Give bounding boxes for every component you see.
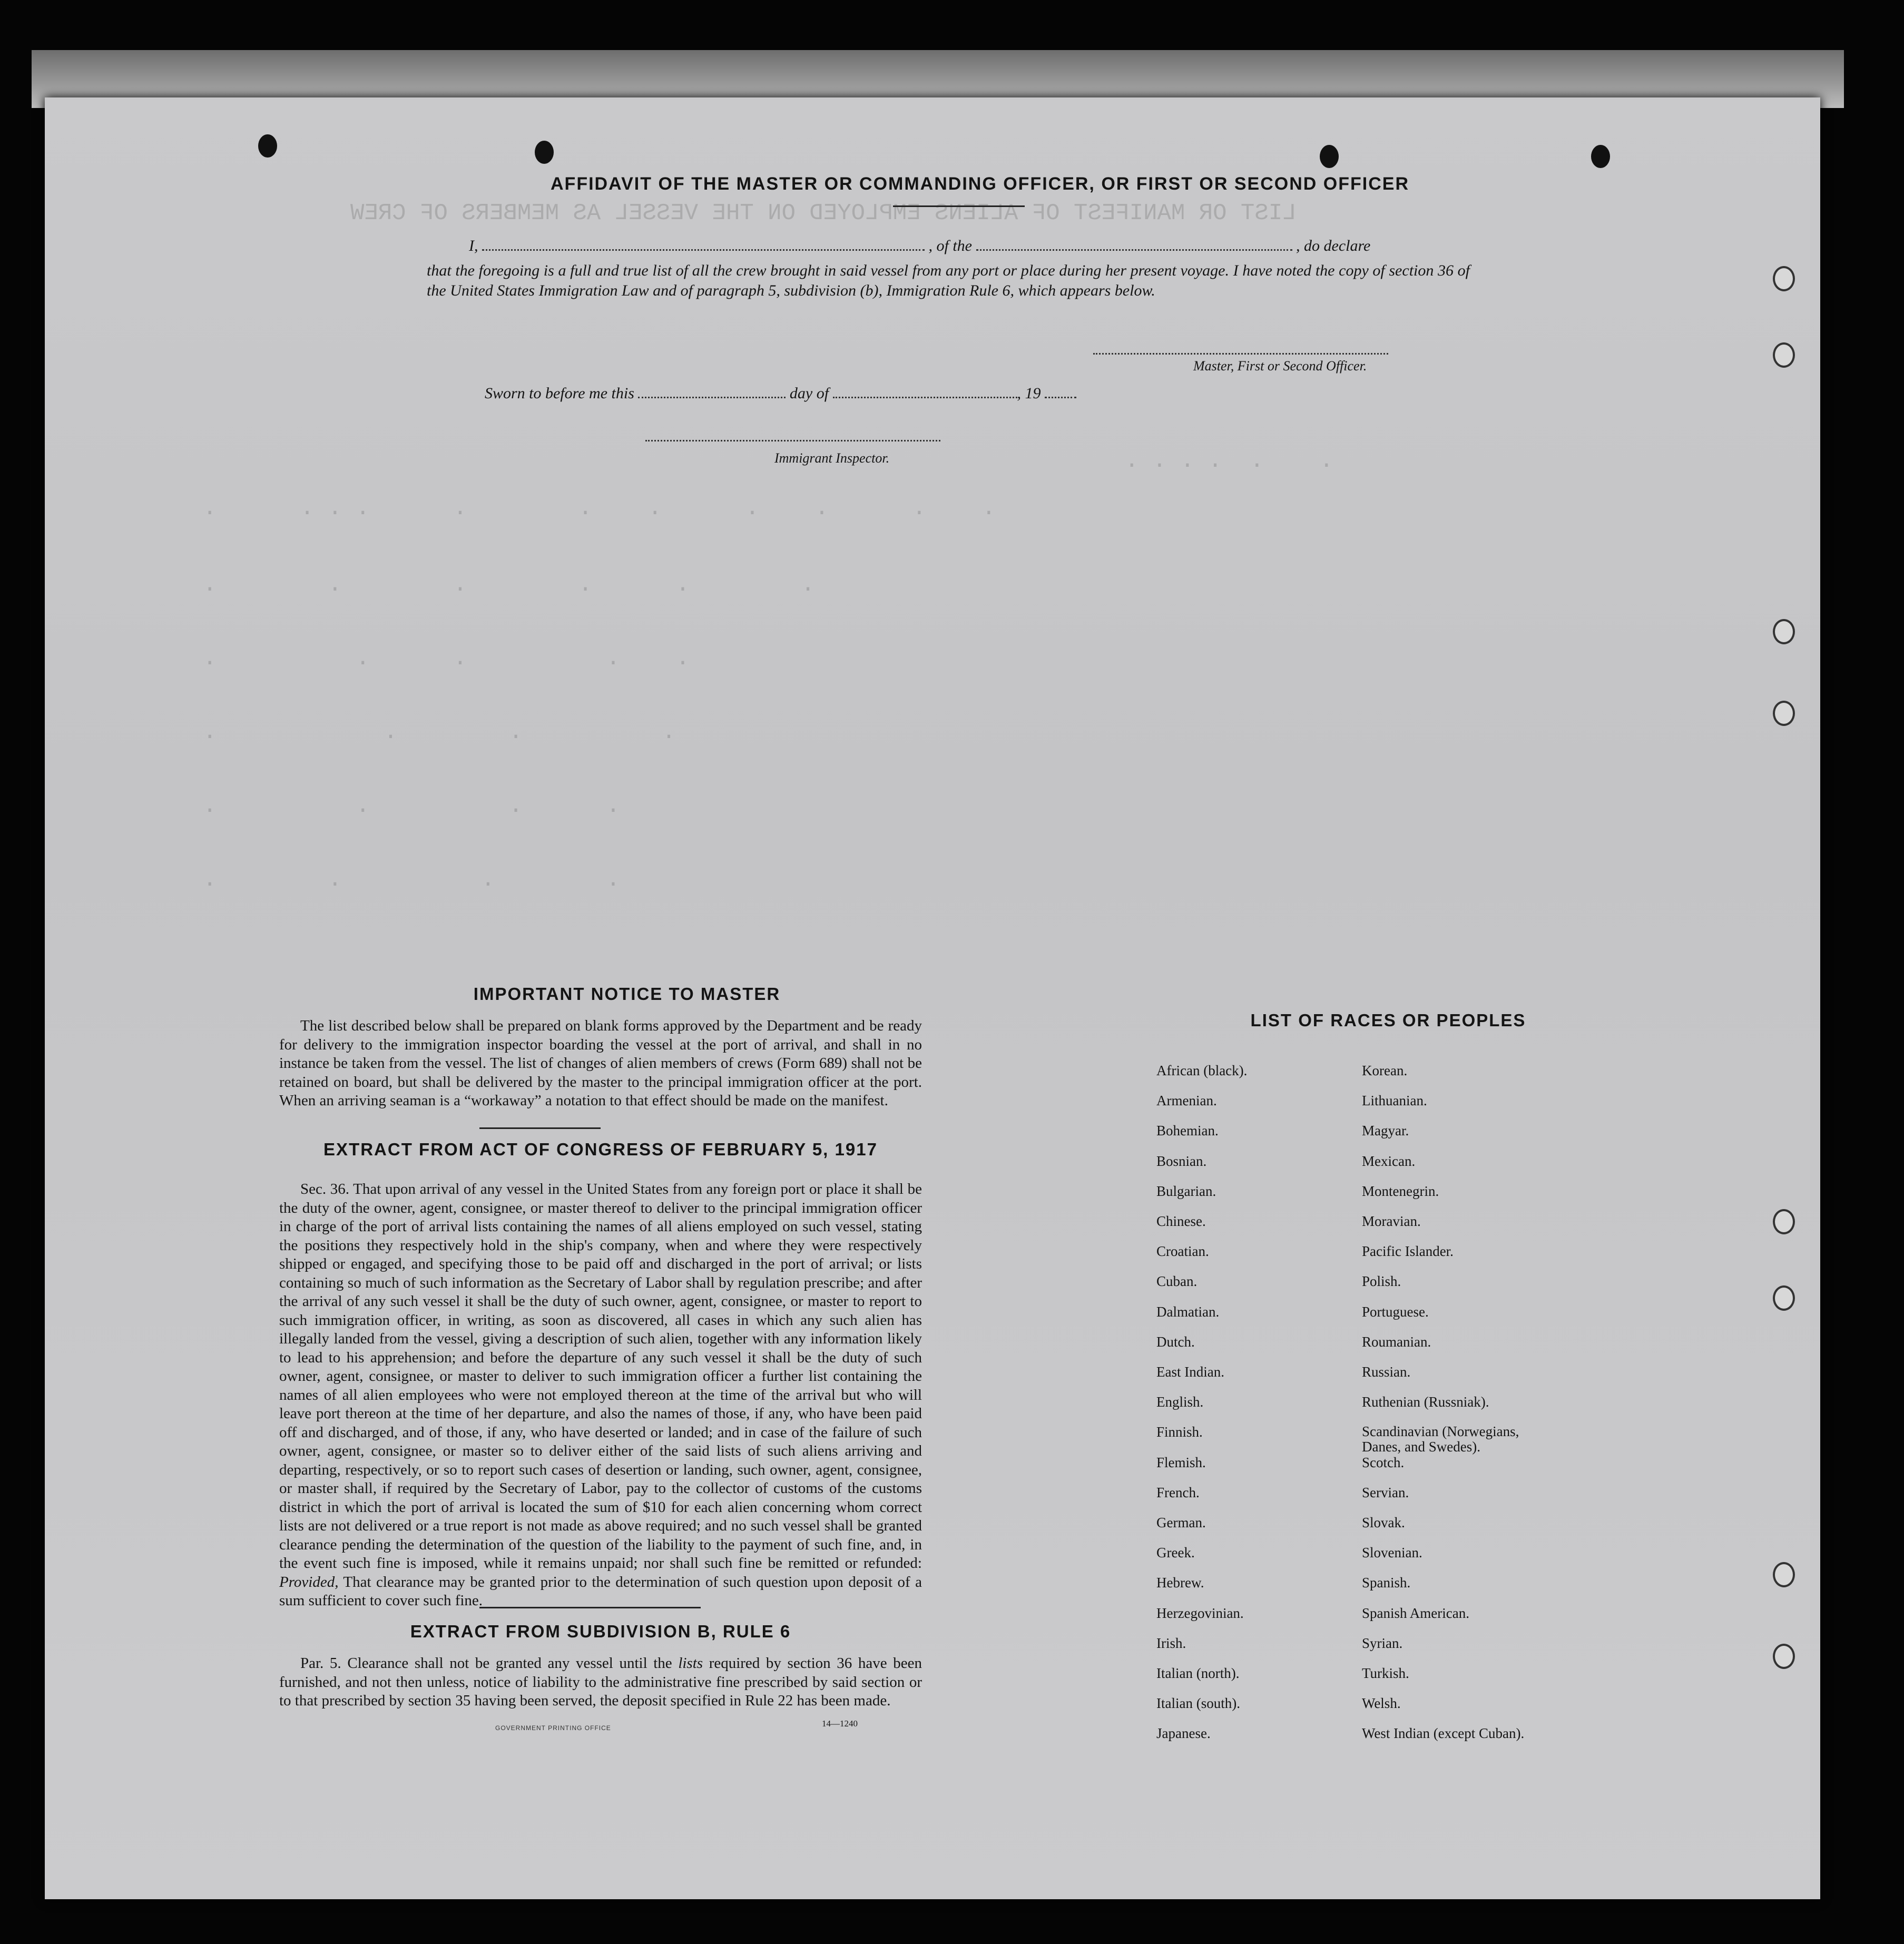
day-of-label: day of (789, 385, 829, 402)
document-page: LIST OR MANIFEST OF ALIENS EMPLOYED ON THE VESSEL AS MEMBERS OF CREW . . . . . . . . . . . . . . . . . . . . . . . . . . . . . . . . . . . . . . . . AFFIDAVIT OF THE MASTER OR COMMANDING OFFICER, OR FIRST OR SECOND OFFICER I, , of the , do declare that the foregoing is a full and true list of all the crew brought in said vessel from any port or place during her present voyage. I have noted the copy of section 36 of the United States Immigration Law and of paragraph 5, subdivision (b), Immigration Rule 6, which appears below. Master, First or Second Officer. Sworn to before me this day of , 19 Immigrant Inspector. IMPORTANT NOTICE TO MASTER The list described below shall be prepared on blank forms approved by the Department and be ready for delivery to the immigration inspector boarding the vessel at the port of arrival, and shall in no instance be taken from the vessel. The list of changes of alien members of crews (Form 689) shall not be retained on board, but shall be delivered by the master to the principal immigration officer at the port. When an arriving seaman is a “workaway” a notation to that effect should be made on the manifest. EXTRACT FROM ACT OF CONGRESS OF FEBRUARY 5, 1917 Sec. 36. That upon arrival of any vessel in the United States from any foreign port or place it shall be the duty of the owner, agent, consignee, or master thereof to deliver to the principal immigration officer in charge of the port of arrival lists containing the names of all aliens employed on such vessel, stating the positions they respectively hold in the ship's company, when and where they were respectively shipped or engaged, and specifying those to be paid off and discharged in the port of arrival; or lists containing so much of such information as the Secretary of Labor shall by regulation prescribe; and after the arrival of any such vessel it shall be the duty of such owner, agent, consignee, or master to report to such immigration officer, in writing, as soon as discovered, all cases in which any such alien has illegally landed from the vessel, giving a description of such alien, together with any information likely to lead to his apprehension; and before the departure of any such vessel it shall be the duty of such owner, agent, consignee, or master to deliver to such immigration officer a further list containing the names of all alien employees who were not employed thereon at the time of the arrival but who will leave port thereon at the time of her departure, and also the names of those, if any, who have been paid off and discharged, and of those, if any, who have deserted or landed; and in case of the failure of such owner, agent, consignee, or master so to deliver either of the said lists of such aliens arriving and departing, respectively, or so to report such cases of desertion or landing, such owner, agent, consignee, or master shall, if required by the Secretary of Labor, pay to the collector of customs of the customs district in which the port of arrival is located the sum of $10 for each alien concerning whom correct lists are not delivered or a true report is not made as above required; and no such vessel shall be granted clearance pending the determination of the question of the liability to the payment of such fine, and, in the event such fine is imposed, while it remains unpaid; nor shall such fine be remitted or refunded: Provided, That clearance may be granted prior to the determination of such question upon deposit of a sum sufficient to cover such fine. EXTRACT FROM SUBDIVISION B, RULE 6 Par. 5. Clearance shall not be granted any vessel until the lists required by section 36 have been furnished, and not then unless, notice of liability to the administrative fine prescribed by said section or to that prescribed by section 35 having been served, the deposit specified in Rule 22 has been made. GOVERNMENT PRINTING OFFICE 14—1240 LIST OF RACES OR PEOPLES African (black). Armenian. Bohemian. Bosnian. Bulgarian. Chinese. Croatian. Cuban. Dalmatian. Dutch. East Indian. English. Finnish. Flemish. French. German. Greek. Hebrew. Herzegovinian. Irish. Italian (north). Italian (south). Japanese. Korean. Lithuanian. Magyar. Mexican. Montenegrin. Moravian. Pacific Islander. Polish. Portuguese. Roumanian. Russian. Ruthenian (Russniak). Scandinavian (Norwegians, Danes, and Swedes). Scotch. Servian. Slovak. Slovenian. Spanish. Spanish American. Syrian. Turkish. Welsh. West Indian (except Cuban). (45, 97, 1820, 1899)
race-item: Russian. (1362, 1364, 1411, 1380)
race-item: Slovenian. (1362, 1545, 1422, 1561)
affidavit-title: AFFIDAVIT OF THE MASTER OR COMMANDING OFFICER, OR FIRST OR SECOND OFFICER (551, 174, 1409, 194)
race-item: Hebrew. (1156, 1575, 1204, 1591)
affidavit-i-label: I, (469, 237, 478, 254)
notice-title: IMPORTANT NOTICE TO MASTER (473, 984, 781, 1004)
race-item: East Indian. (1156, 1364, 1224, 1380)
punch-hole-icon (1320, 145, 1339, 168)
race-item: Spanish American. (1362, 1605, 1469, 1621)
race-item: Greek. (1156, 1545, 1195, 1561)
master-signature-label: Master, First or Second Officer. (1193, 358, 1367, 374)
divider (479, 1127, 601, 1129)
race-item: Moravian. (1362, 1213, 1421, 1229)
binder-ring-icon (1773, 342, 1795, 368)
section-label: Sec. 36. (300, 1181, 350, 1197)
race-item: Dalmatian. (1156, 1303, 1220, 1320)
binder-ring-icon (1773, 1562, 1795, 1587)
race-item: Irish. (1156, 1635, 1186, 1651)
race-item: Scandinavian (Norwegians, Danes, and Swedes). (1362, 1423, 1519, 1455)
race-item: African (black). (1156, 1063, 1248, 1078)
binder-ring-icon (1773, 1285, 1795, 1311)
punch-hole-icon (1591, 145, 1610, 168)
race-item: Bosnian. (1156, 1153, 1207, 1169)
binder-ring-icon (1773, 701, 1795, 726)
race-item: Turkish. (1362, 1665, 1409, 1681)
master-signature-line[interactable] (1093, 353, 1388, 355)
form-number: 14—1240 (822, 1719, 858, 1729)
binder-ring-icon (1773, 1644, 1795, 1669)
race-item: Spanish. (1362, 1575, 1411, 1591)
races-title: LIST OF RACES OR PEOPLES (1250, 1010, 1526, 1030)
race-item: Italian (north). (1156, 1665, 1240, 1681)
act-text-proviso: That clearance may be granted prior to the determination of such question upon deposit of a sum sufficient to cover such fine. (279, 1573, 922, 1609)
race-item: Bulgarian. (1156, 1183, 1216, 1199)
affidavit-declaration: that the foregoing is a full and true list of all the crew brought in said vessel from any port or place during her present voyage. I have noted the copy of section 36 of the United States Immigration Law and of paragraph 5, subdivision (b), Immigration Rule 6, which appears below. (427, 262, 1470, 299)
rule-extract-text (279, 1654, 922, 1711)
race-item: Korean. (1362, 1063, 1408, 1078)
divider (479, 1607, 701, 1608)
race-item: Herzegovinian. (1156, 1605, 1244, 1621)
race-item: Finnish. (1156, 1424, 1203, 1440)
affidavit-line-1 (427, 237, 1470, 255)
sworn-day-blank[interactable] (638, 397, 786, 398)
binder-ring-icon (1773, 1209, 1795, 1234)
affidavit-of-the-label: , of the (928, 237, 972, 254)
race-item: Polish. (1362, 1273, 1401, 1290)
race-item: Dutch. (1156, 1333, 1195, 1350)
race-item: Armenian. (1156, 1093, 1217, 1109)
race-item: Servian. (1362, 1484, 1409, 1500)
race-item: Roumanian. (1362, 1333, 1431, 1350)
punch-hole-icon (258, 134, 277, 158)
race-item: Croatian. (1156, 1243, 1209, 1260)
lists-word: lists (678, 1655, 703, 1672)
race-item: Japanese. (1156, 1725, 1211, 1742)
printer-imprint: GOVERNMENT PRINTING OFFICE (495, 1724, 611, 1732)
race-item: Magyar. (1362, 1123, 1409, 1139)
race-item: Syrian. (1362, 1635, 1403, 1651)
race-item: Scotch. (1362, 1454, 1405, 1470)
punch-hole-icon (535, 141, 554, 164)
rule-text-b: required by section 36 have been furnished, and not then unless, notice of liability to the administrative fine prescribed by said section or to that prescribed by section 35 having been served, the deposit specified in Rule 22 has been made. (279, 1655, 922, 1709)
divider (893, 205, 1025, 207)
paragraph-label: Par. 5. (300, 1655, 341, 1672)
race-item: Montenegrin. (1362, 1183, 1439, 1199)
race-item: Flemish. (1156, 1454, 1206, 1470)
vessel-blank[interactable] (976, 249, 1292, 251)
sworn-line (485, 385, 1076, 402)
race-item: West Indian (except Cuban). (1362, 1725, 1525, 1742)
act-extract-text (279, 1180, 922, 1611)
race-item: Pacific Islander. (1362, 1243, 1454, 1260)
race-item: German. (1156, 1515, 1206, 1530)
race-item: Welsh. (1362, 1695, 1401, 1712)
race-item: Lithuanian. (1362, 1093, 1427, 1109)
act-text-main: That upon arrival of any vessel in the United States from any foreign port or place it shall be the duty of the owner, agent, consignee, or master thereof to deliver to the principal immigration officer in charge of the port of arrival lists containing the names of all aliens employed on such vessel, stating the positions they respectively hold in the ship's company, when and where they were respectively shipped or engaged, and specifying those to be paid off and discharged in the port of arrival; or lists containing so much of such information as the Secretary of Labor shall by regulation prescribe; and after the arrival of any such vessel it shall be the duty of such owner, agent, consignee, or master to report to such immigration officer, in writing, as soon as discovered, all cases in which any such alien has illegally landed from the vessel, giving a description of such alien, together with any information likely to lead to his apprehension; and before the departure of any such vessel it shall be the duty of such owner, agent, consignee, or master to deliver to such immigration officer a further list containing the names of all alien employees who were not employed thereon at the time of the arrival but who will leave port thereon at the time of her departure, and also the names of those, if any, who have been paid off and discharged, and of those, if any, who have deserted or landed; and in case of the failure of such owner, agent, consignee, or master so to deliver either of the said lists of such aliens arriving and departing, respectively, or so to report such cases of desertion or landing, such owner, agent, consignee, or master shall, if required by the Secretary of Labor, pay to the collector of customs of the customs district in which the port of arrival is located the sum of $10 for each alien concerning whom correct lists are not delivered or a true report is not made as above required; and no such vessel shall be granted clearance pending the determination of the question of the liability to the payment of such fine, and, in the event such fine is imposed, while it remains unpaid; nor shall such fine be remitted or refunded: (279, 1181, 922, 1572)
year-label: , 19 (1017, 385, 1041, 402)
binder-ring-icon (1773, 266, 1795, 291)
race-item: Mexican. (1362, 1153, 1416, 1169)
sworn-year-blank[interactable] (1045, 397, 1076, 398)
proviso-word: Provided, (279, 1573, 339, 1590)
name-blank[interactable] (482, 249, 925, 251)
inspector-signature-label: Immigrant Inspector. (774, 450, 890, 466)
race-item: Cuban. (1156, 1273, 1198, 1290)
affidavit-declare-label: , do declare (1296, 237, 1371, 254)
sworn-month-blank[interactable] (833, 397, 1017, 398)
race-item: Portuguese. (1362, 1303, 1429, 1320)
notice-text: The list described below shall be prepared on blank forms approved by the Department and be ready for delivery to the immigration inspector boarding the vessel at the port of arrival, and shall in no instance be taken from the vessel. The list of changes of alien members of crews (Form 689) shall not be retained on board, but shall be delivered by the master to the principal immigration officer at the port. When an arriving seaman is a “workaway” a notation to that effect should be made on the manifest. (279, 1017, 922, 1109)
race-item: Italian (south). (1156, 1695, 1240, 1712)
race-item: Bohemian. (1156, 1123, 1219, 1139)
rule-extract-title: EXTRACT FROM SUBDIVISION B, RULE 6 (410, 1622, 791, 1641)
act-extract-title: EXTRACT FROM ACT OF CONGRESS OF FEBRUARY 5, 1917 (323, 1140, 878, 1159)
binder-ring-icon (1773, 619, 1795, 644)
race-item: Slovak. (1362, 1515, 1405, 1530)
sworn-label: Sworn to before me this (485, 385, 634, 402)
inspector-signature-line[interactable] (645, 440, 940, 441)
race-item: Chinese. (1156, 1213, 1206, 1229)
race-item: French. (1156, 1484, 1200, 1500)
race-item: English. (1156, 1394, 1204, 1410)
rule-text-a: Clearance shall not be granted any vessel until the (347, 1655, 672, 1672)
race-item: Ruthenian (Russniak). (1362, 1394, 1489, 1410)
